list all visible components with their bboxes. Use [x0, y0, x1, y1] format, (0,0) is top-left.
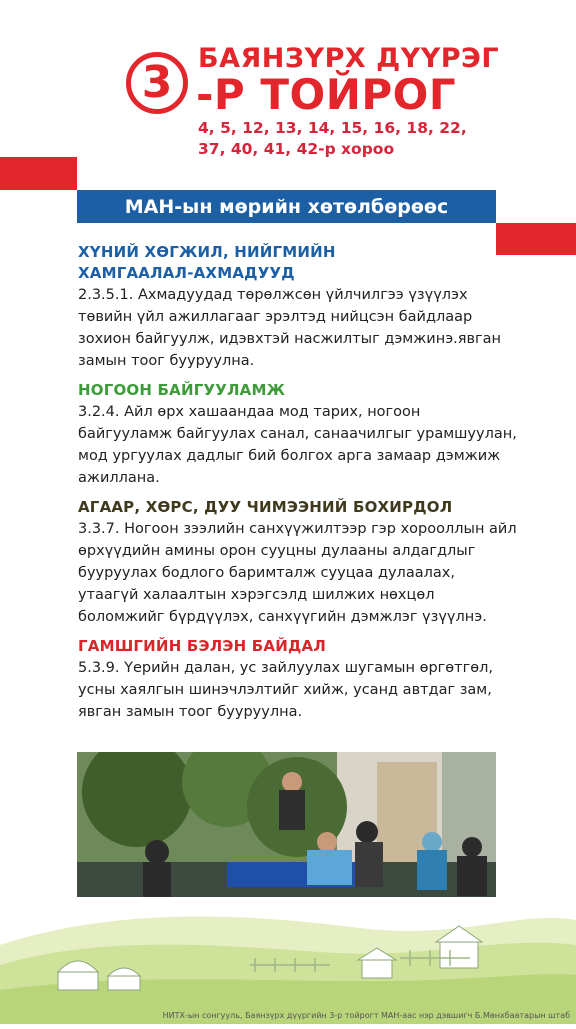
section-title-line: ХАМГААЛАЛ-АХМАДУУД [78, 264, 295, 282]
section-text: 5.3.9. Үерийн далан, ус зайлуулах шугамын өргөтгөл, усны хаялгын шинэчлэлтийг хийж, усанд автдаг зам, явган замын тоог бууруулна. [78, 660, 493, 720]
landscape-illustration [0, 890, 576, 1024]
section-text: 2.3.5.1. Ахмадуудад төрөлжсөн үйлчилгээ үзүүлэх төвийн үйл ажиллагааг эрэлтэд нийцсэн байдлаар зохион байгуулж, идэвхтэй насжилтыг дэмжинэ.явган замын тоог бууруулна. [78, 287, 502, 369]
section-pollution [78, 497, 518, 628]
section-title: АГААР, ХӨРС, ДУУ ЧИМЭЭНИЙ БОХИРДОЛ [78, 498, 453, 516]
districts-line-1: 4, 5, 12, 13, 14, 15, 16, 18, 22, [198, 119, 467, 137]
section-text: 3.3.7. Ногоон зээлийн санхүүжилтээр гэр хорооллын айл өрхүүдийн амины орон сууцны дулааны алдагдлыг бууруулах бодлого баримталж сууцаа дулаалах, утаагүй халаалтын хэрэгсэлд шилжих нөхцөл боломжийг бүрдүүлэх, санхүүгийн дэмжлэг үзүүлнэ. [78, 521, 517, 625]
footer-credit: НИТХ-ын сонгууль, Баянзүрх дүүргийн 3-р тойрогт МАН-аас нэр дэвшигч Б.Мөнхбаатарын штаб [162, 1011, 570, 1020]
section-title: ГАМШГИЙН БЭЛЭН БАЙДАЛ [78, 637, 326, 655]
title-line-2: -Р ТОЙРОГ [196, 70, 457, 119]
title-line-1: БАЯНЗҮРХ ДҮҮРЭГ [198, 43, 500, 74]
program-content [78, 242, 518, 731]
program-banner-label: МАН-ын мөрийн хөтөлбөрөөс [124, 195, 449, 218]
section-disaster [78, 636, 518, 723]
section-social [78, 242, 518, 372]
section-text: 3.2.4. Айл өрх хашаандаа мод тарих, ногоон байгууламж байгуулах санал, санаачилгыг урамшуулан, мод ургуулах дадлыг бий болгох арга замаар дэмжиж ажиллана. [78, 404, 517, 486]
districts-list [198, 118, 558, 160]
photo-illustration [77, 752, 496, 897]
footer-landscape [0, 890, 576, 1024]
program-banner [77, 190, 496, 223]
section-green [78, 380, 518, 489]
district-number: 3 [141, 57, 173, 108]
section-title [78, 242, 518, 284]
districts-line-2: 37, 40, 41, 42-р хороо [198, 140, 395, 158]
section-title-line: ХҮНИЙ ХӨГЖИЛ, НИЙГМИЙН [78, 243, 336, 261]
tree-planting-photo [77, 752, 496, 897]
section-title: НОГООН БАЙГУУЛАМЖ [78, 381, 286, 399]
district-number-badge [126, 52, 188, 114]
red-accent-left [0, 157, 77, 190]
